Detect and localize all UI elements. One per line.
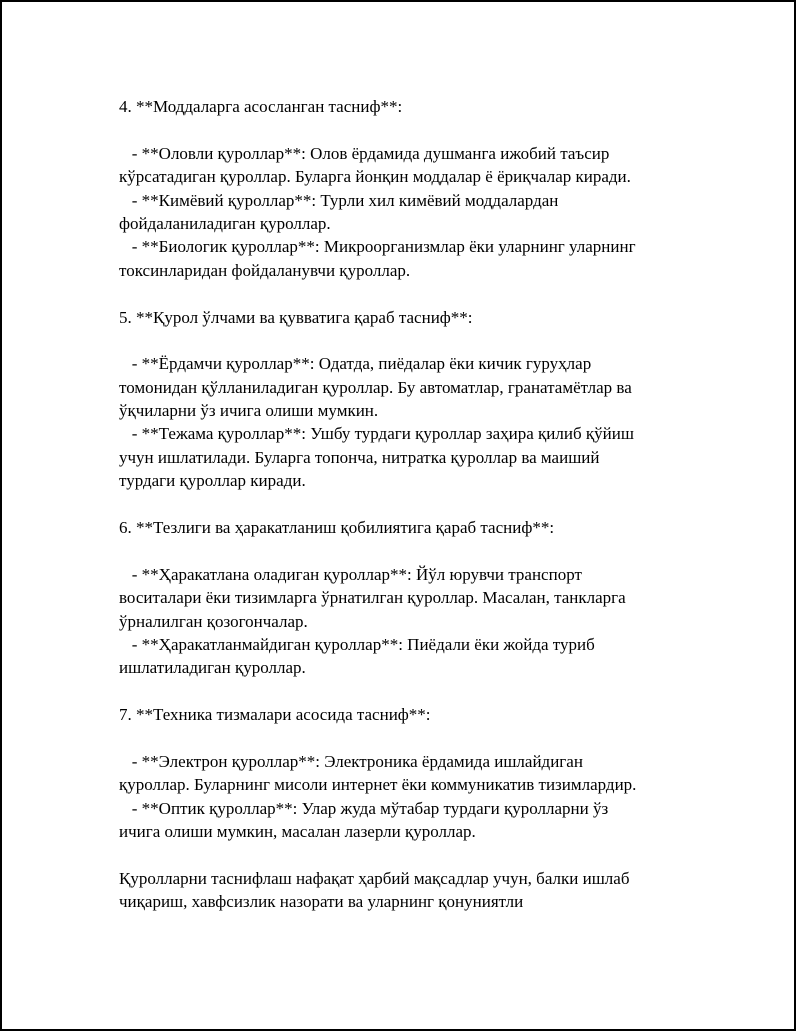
text-line <box>119 493 719 516</box>
text-line: - **Биологик қуроллар**: Микроорганизмлар ёки уларнинг уларнинг <box>119 237 636 257</box>
text-line <box>119 539 719 562</box>
text-line: токсинларидан фойдаланувчи қуроллар. <box>119 260 411 280</box>
text-line: - **Ҳаракатлана оладиган қуроллар**: Йўл юрувчи транспорт <box>119 564 582 584</box>
text-line: ичига олиши мумкин, масалан лазерли қуроллар. <box>119 822 476 842</box>
text-line: ўрналилган қозогончалар. <box>119 611 308 631</box>
text-line: томонидан қўлланиладиган қуроллар. Бу автоматлар, гранатамётлар ва <box>119 377 632 397</box>
text-line: - **Ҳаракатланмайдиган қуроллар**: Пиёдали ёки жойда туриб <box>119 634 595 654</box>
text-line: - **Ёрдамчи қуроллар**: Одатда, пиёдалар ёки кичик гуруҳлар <box>119 354 592 374</box>
text-line: 4. **Моддаларга асосланган тасниф**: <box>119 97 403 116</box>
text-line: - **Тежама қуроллар**: Ушбу турдаги қуроллар заҳира қилиб қўйиш <box>119 424 634 444</box>
text-line: қуроллар. Буларнинг мисоли интернет ёки коммуникатив тизимлардир. <box>119 775 637 795</box>
text-line: турдаги қуроллар киради. <box>119 471 306 491</box>
text-line: воситалари ёки тизимларга ўрнатилган қуроллар. Масалан, танкларга <box>119 588 626 608</box>
text-line: кўрсатадиган қуроллар. Буларга йонқин моддалар ё ёриқчалар киради. <box>119 167 631 187</box>
text-line: - **Кимёвий қуроллар**: Турли хил кимёвий моддалардан <box>119 190 559 210</box>
text-line <box>119 727 719 750</box>
text-line <box>119 844 719 867</box>
text-line: чиқариш, хавфсизлик назорати ва уларнинг қонуниятли <box>119 892 524 912</box>
text-line: - **Электрон қуроллар**: Электроника ёрдамида ишлайдиган <box>119 751 583 771</box>
text-line <box>119 118 719 141</box>
document-text <box>119 95 719 914</box>
text-line: - **Оловли қуроллар**: Олов ёрдамида душманга ижобий таъсир <box>119 143 610 163</box>
text-line: учун ишлатилади. Буларга топонча, нитратка қуроллар ва маиший <box>119 447 600 467</box>
text-line: 5. **Қурол ўлчами ва қувватига қараб тасниф**: <box>119 307 473 327</box>
text-line: Қуролларни таснифлаш нафақат ҳарбий мақсадлар учун, балки ишлаб <box>119 868 630 888</box>
text-line <box>119 329 719 352</box>
text-line <box>119 680 719 703</box>
text-line: 6. **Тезлиги ва ҳаракатланиш қобилиятига қараб тасниф**: <box>119 518 555 538</box>
text-line: ишлатиладиган қуроллар. <box>119 658 306 678</box>
text-line: - **Оптик қуроллар**: Улар жуда мўтабар турдаги қуролларни ўз <box>119 798 609 818</box>
text-line: 7. **Техника тизмалари асосида тасниф**: <box>119 705 431 725</box>
text-line <box>119 282 719 305</box>
text-line: ўқчиларни ўз ичига олиши мумкин. <box>119 401 379 421</box>
text-line: фойдаланиладиган қуроллар. <box>119 213 331 233</box>
